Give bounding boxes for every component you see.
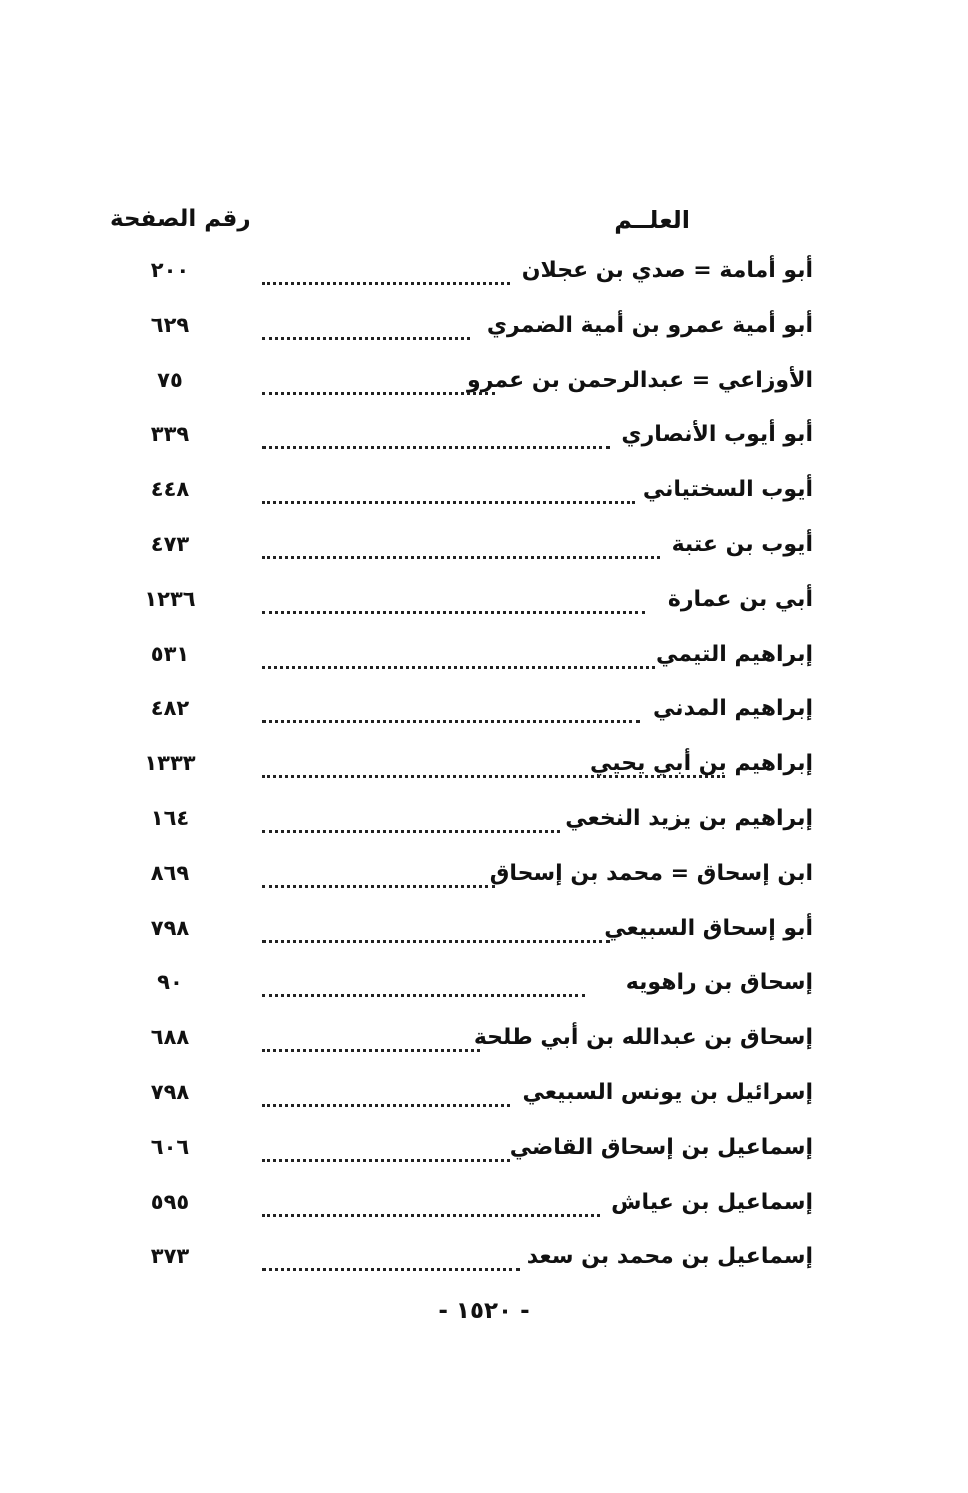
index-row [0,688,968,743]
entry-name: إبراهيم بن يزيد النخعي [565,806,813,831]
page-number-column-heading: رقم الصفحة [110,206,251,232]
entry-name: أبي بن عمارة [667,586,813,612]
index-row [0,908,968,963]
dot-leader [262,1238,520,1271]
dot-leader [262,1184,600,1217]
entry-name: أيوب بن عتبة [671,532,813,557]
entry-name: أيوب السختياني [642,477,813,503]
dot-leader [262,416,610,449]
dot-leader [262,362,495,395]
entry-page-number: ٨٦٩ [150,860,190,885]
entry-page-number: ٣٧٣ [150,1244,190,1269]
entry-page-number: ٧٩٨ [150,915,190,940]
entry-page-number: ٦٠٦ [150,1134,190,1159]
index-row [0,250,968,305]
entry-name: أبو إسحاق السبيعي [604,915,813,941]
dot-leader [262,526,660,559]
index-row [0,360,968,415]
entry-page-number: ٢٠٠ [150,258,190,282]
dot-leader [262,855,495,888]
index-row [0,743,968,798]
index-row [0,1236,968,1291]
dot-leader [262,1074,510,1107]
entry-name: إسماعيل بن إسحاق القاضي [509,1134,813,1160]
entry-name: إبراهيم التيمي [656,641,813,667]
index-row [0,798,968,853]
entry-name: إسماعيل بن عياش [611,1189,813,1215]
entry-page-number: ٦٢٩ [150,312,190,337]
entry-page-number: ٩٠ [157,970,183,995]
entry-page-number: ١٦٤ [150,806,190,830]
entry-page-number: ٣٣٩ [150,422,190,447]
page-folio: - ١٥٢٠ - [438,1298,530,1324]
index-row [0,414,968,469]
dot-leader [262,1129,510,1162]
index-row [0,469,968,524]
entry-name: أبو أمامة = صدي بن عجلان [521,258,813,283]
entry-name: أبو أيوب الأنصاري [621,422,813,448]
dot-leader [262,1019,480,1052]
dot-leader [262,800,560,833]
entry-name: أبو أمية عمرو بن أمية الضمري [486,312,813,338]
index-row [0,853,968,908]
index-row [0,634,968,689]
dot-leader [262,910,610,943]
dot-leader [262,471,635,504]
index-row [0,1182,968,1237]
entry-name: الأوزاعي = عبدالرحمن بن عمرو [467,367,813,393]
entry-page-number: ٥٣١ [150,641,190,666]
dot-leader [262,690,640,723]
index-row [0,1072,968,1127]
entry-name: إسرائيل بن يونس السبيعي [522,1080,813,1105]
entry-page-number: ٦٨٨ [150,1025,190,1050]
entry-page-number: ١٣٣٣ [144,751,196,776]
dot-leader [262,964,585,997]
entry-name: إبراهيم بن أبي يحيي [590,751,813,777]
index-row [0,305,968,360]
entry-page-number: ٤٤٨ [150,477,190,502]
index-header [110,198,830,248]
dot-leader [262,636,655,669]
entry-page-number: ٤٨٢ [150,696,190,721]
index-row [0,524,968,579]
entry-page-number: ٥٩٥ [150,1189,190,1214]
entry-name: إسماعيل بن محمد بن سعد [526,1244,813,1270]
entry-page-number: ١٢٣٦ [144,586,196,611]
dot-leader [262,581,645,614]
index-row [0,1017,968,1072]
entry-name: ابن إسحاق = محمد بن إسحاق [489,860,813,886]
entry-page-number: ٤٧٣ [150,532,190,556]
name-column-heading: العلــم [614,206,690,234]
entry-name: إسحاق بن راهويه [625,970,813,996]
entry-page-number: ٧٩٨ [150,1080,190,1104]
dot-leader [262,252,510,285]
index-row [0,579,968,634]
index-row [0,1127,968,1182]
entry-name: إسحاق بن عبدالله بن أبي طلحة [473,1025,813,1051]
entry-name: إبراهيم المدني [653,696,813,722]
dot-leader [262,307,470,340]
entry-page-number: ٧٥ [157,367,183,392]
index-row [0,962,968,1017]
dot-leader [262,745,725,778]
